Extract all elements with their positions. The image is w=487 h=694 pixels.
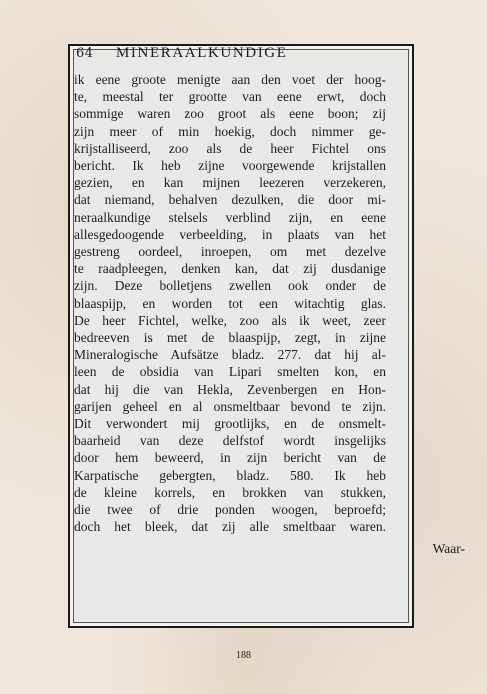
body-text: [74, 71, 386, 535]
catchword: Waar-: [432, 541, 465, 556]
text-line: gestreng oordeel, inroepen, om met dezelve: [74, 244, 386, 260]
text-line: die twee of drie ponden woogen, beproefd;: [74, 502, 386, 518]
text-line: zijn meer of min hoekig, doch nimmer ge-: [74, 123, 386, 139]
text-line: garijen geheel en al onsmeltbaar bevond te zijn.: [74, 398, 386, 414]
text-line: leen de obsidia van Lipari smelten kon, en: [74, 364, 386, 380]
text-line: gezien, en kan mijnen leezeren verzekeren,: [74, 175, 386, 191]
page-number: 64: [76, 46, 94, 61]
text-line: te raadpleegen, denken kan, dat zij dusdanige: [74, 261, 386, 277]
text-line: ik eene groote menigte aan den voet der hoog-: [74, 72, 386, 87]
text-line: doch het bleek, dat zij alle smeltbaar waren.: [74, 519, 386, 535]
text-line: allesgedoogende verbeelding, in plaats van het: [74, 226, 386, 242]
text-line: blaaspijp, en worden tot een witachtig glas.: [74, 295, 386, 311]
text-line: Mineralogische Aufsätze bladz. 277. dat hij al-: [74, 347, 386, 363]
text-line: bericht. Ik heb zijne voorgewende krijstallen: [74, 158, 386, 174]
text-line: De heer Fichtel, welke, zoo als ik weet, zeer: [74, 312, 386, 328]
text-line: door hem beweerd, in zijn bericht van de: [74, 450, 386, 466]
text-line: dat hij die van Hekla, Zevenbergen en Hon-: [74, 381, 386, 397]
text-line: te, meestal ter grootte van eene erwt, doch: [74, 89, 386, 105]
text-line: de kleine korrels, en brokken van stukken,: [74, 484, 386, 500]
text-line: Karpatische gebergten, bladz. 580. Ik heb: [74, 467, 386, 483]
text-line: Dit verwondert mij grootlijks, en de onsmelt-: [74, 416, 386, 432]
text-line: baarheid van deze delfstof wordt insgelijks: [74, 433, 386, 449]
text-line: krijstalliseerd, zoo als de heer Fichtel ons: [74, 140, 386, 156]
page-header: [76, 44, 386, 66]
text-line: neraalkundige stelsels verblind zijn, en eene: [74, 209, 386, 225]
text-line: sommige waren zoo groot als eene boon; zij: [74, 106, 386, 122]
text-line: bedreeven is met de blaaspijp, zegt, in zijne: [74, 330, 386, 346]
text-line: dat niemand, behalven dezulken, die door mi-: [74, 192, 386, 208]
text-line: zijn. Deze bolletjens zwellen ook onder de: [74, 278, 386, 294]
running-title: MINERAALKUNDIGE: [116, 45, 288, 61]
footer-page-number: 188: [236, 650, 251, 661]
